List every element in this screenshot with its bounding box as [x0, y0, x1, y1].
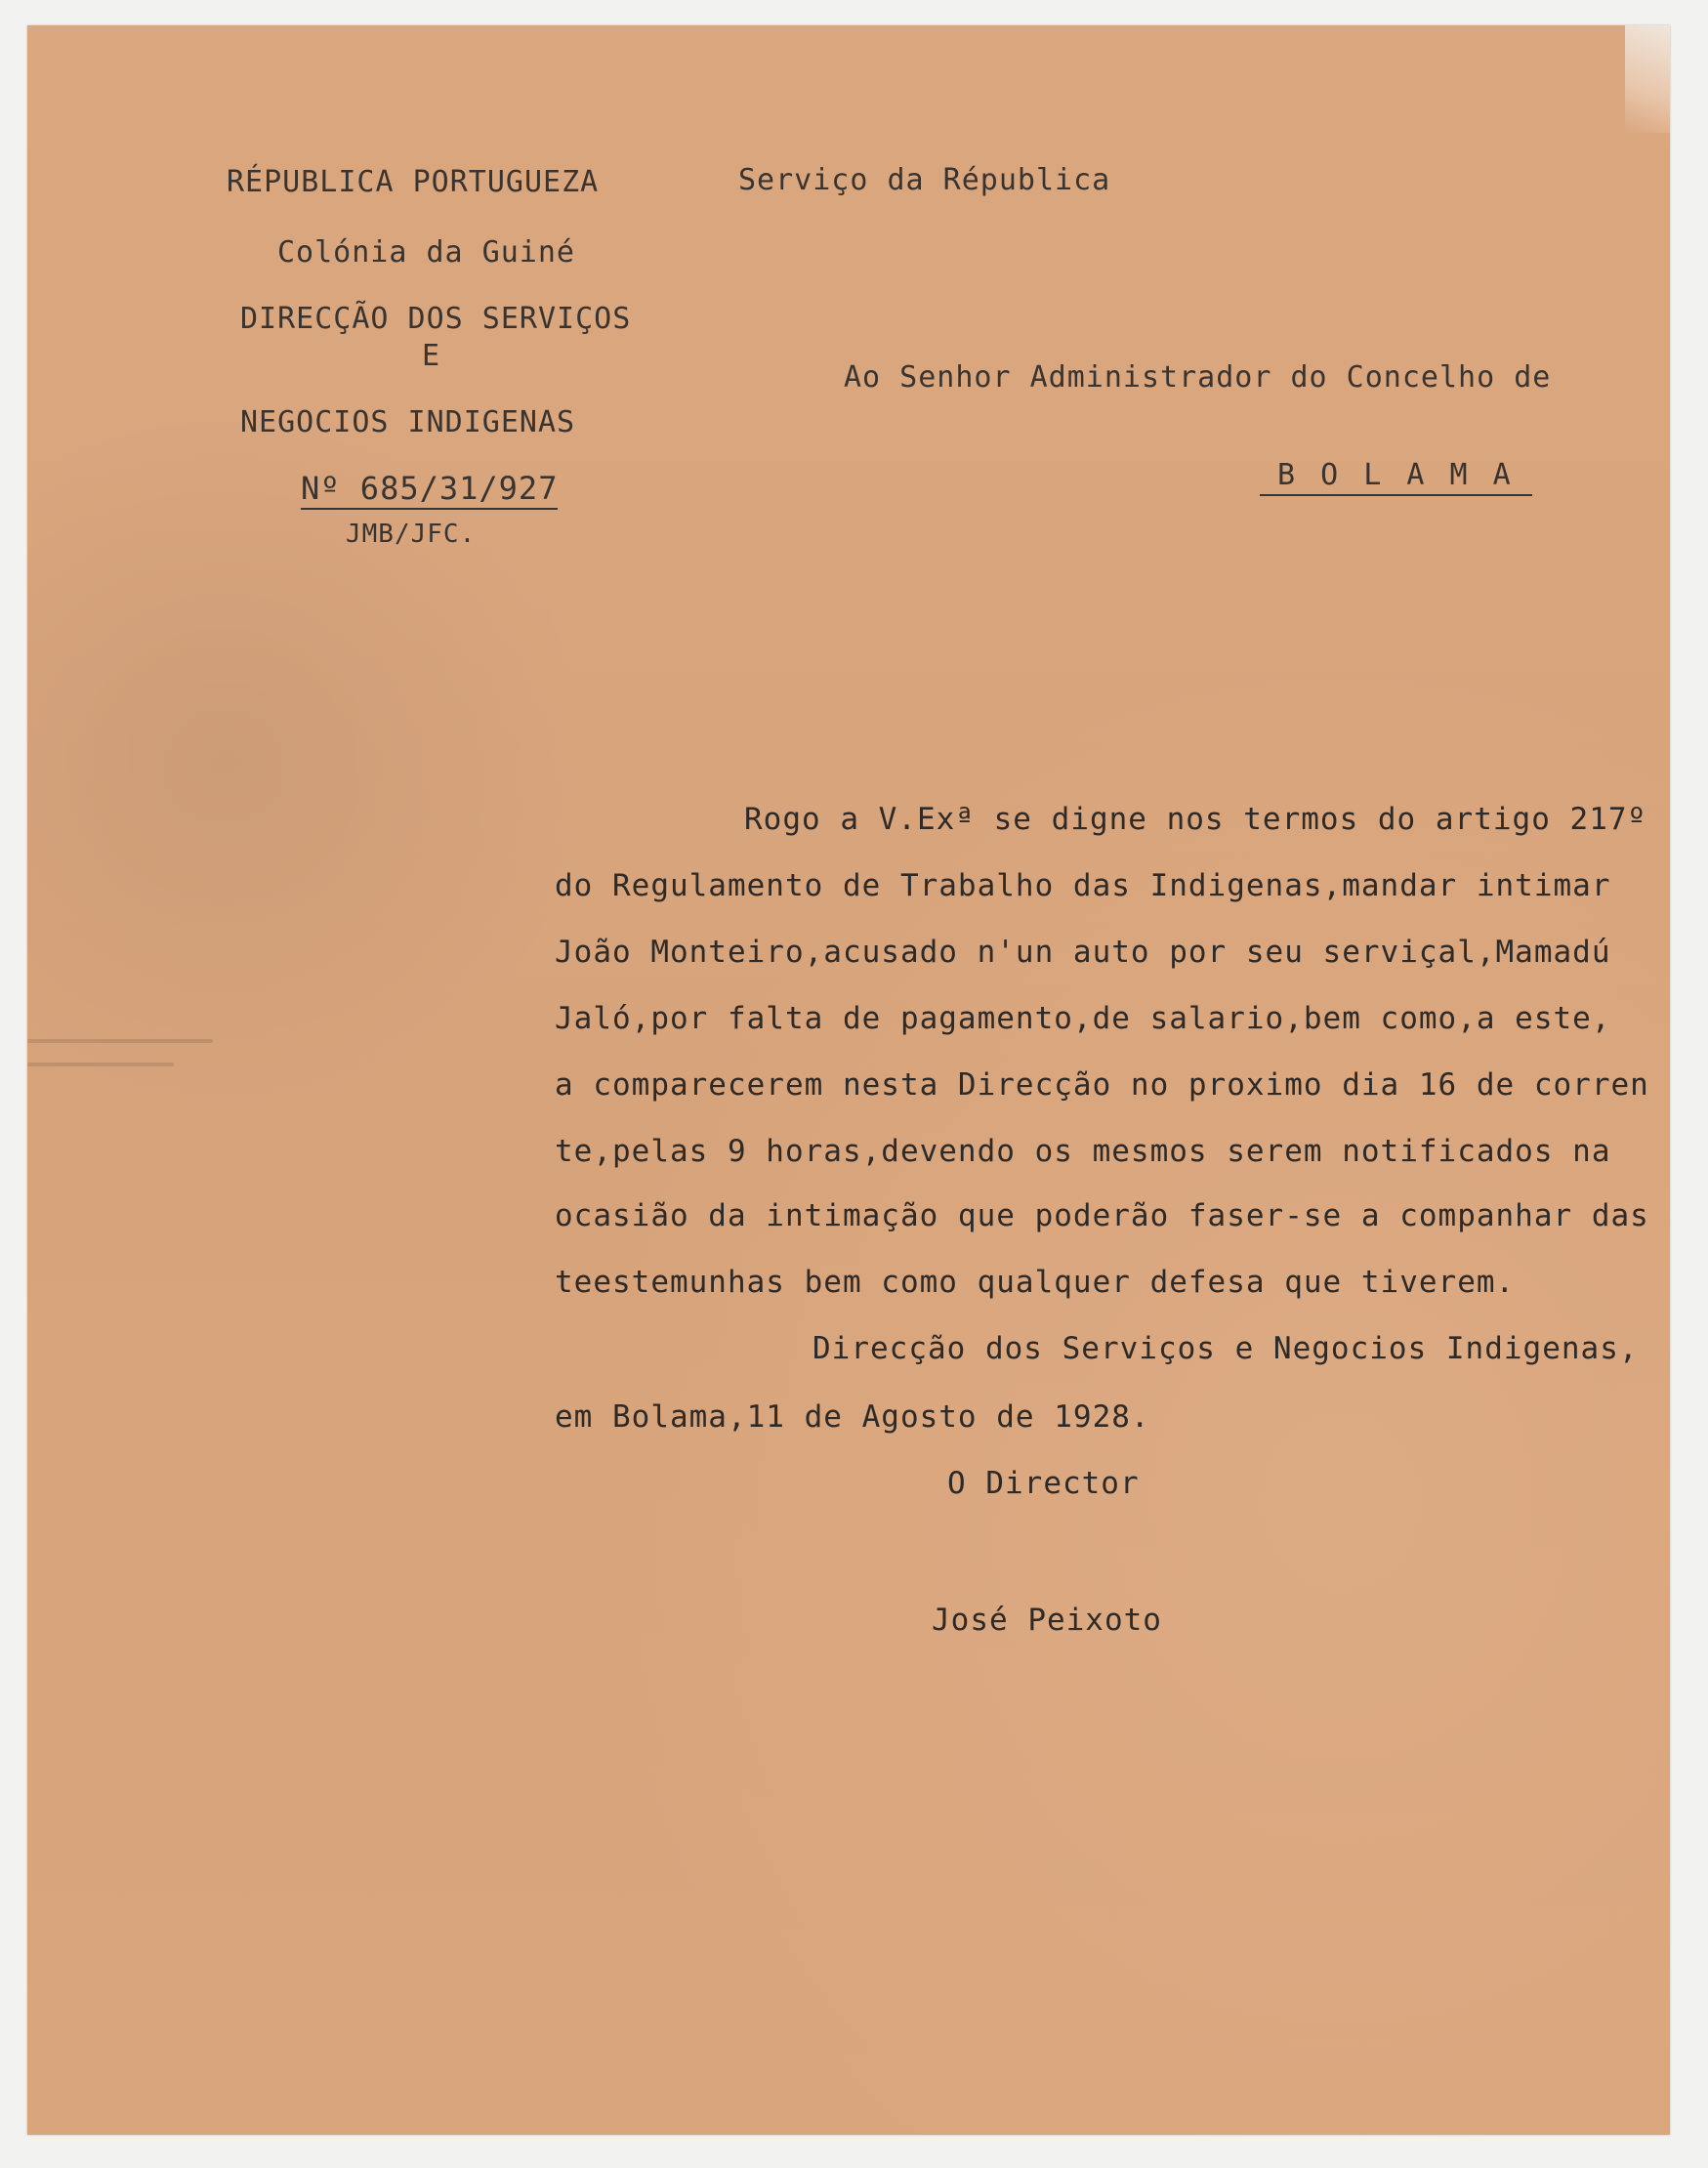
body-line: Rogo a V.Exª se digne nos termos do artigo 217º — [744, 802, 1647, 837]
document-page — [27, 25, 1670, 2135]
letterhead-directorate: DIRECÇÃO DOS SERVIÇOS — [240, 302, 632, 336]
body-line: te,pelas 9 horas,devendo os mesmos serem notificados na — [555, 1134, 1611, 1169]
body-line: ocasião da intimação que poderão faser-se a companhar das — [555, 1198, 1649, 1233]
body-line: Jaló,por falta de pagamento,de salario,bem como,a este, — [555, 1001, 1611, 1036]
service-header: Serviço da Républica — [738, 163, 1111, 197]
letterhead-conjunction: E — [422, 339, 441, 373]
letterhead-republic: RÉPUBLICA PORTUGUEZA — [227, 165, 600, 199]
letterhead-colony: Colónia da Guiné — [277, 235, 575, 270]
closing-title: O Director — [947, 1466, 1140, 1501]
paper-corner-fold — [1625, 25, 1670, 133]
paper-crease — [27, 1063, 174, 1066]
body-line: do Regulamento de Trabalho das Indigenas,mandar intimar — [555, 868, 1611, 903]
paper-crease — [27, 1039, 213, 1043]
body-line: João Monteiro,acusado n'un auto por seu serviçal,Mamadú — [555, 935, 1611, 970]
recipient-place: B O L A M A — [1260, 461, 1532, 496]
closing-office: Direcção dos Serviços e Negocios Indigenas, — [812, 1331, 1639, 1366]
closing-place-date: em Bolama,11 de Agosto de 1928. — [555, 1399, 1150, 1435]
typist-initials: JMB/JFC. — [346, 520, 477, 549]
recipient-line: Ao Senhor Administrador do Concelho de — [844, 360, 1552, 395]
body-line: a comparecerem nesta Direcção no proximo dia 16 de corren — [555, 1067, 1649, 1103]
signatory-name: José Peixoto — [932, 1603, 1162, 1638]
letterhead-native-affairs: NEGOCIOS INDIGENAS — [240, 405, 576, 439]
reference-number: Nº 685/31/927 — [301, 473, 558, 510]
body-line: teestemunhas bem como qualquer defesa que tiverem. — [555, 1265, 1516, 1300]
